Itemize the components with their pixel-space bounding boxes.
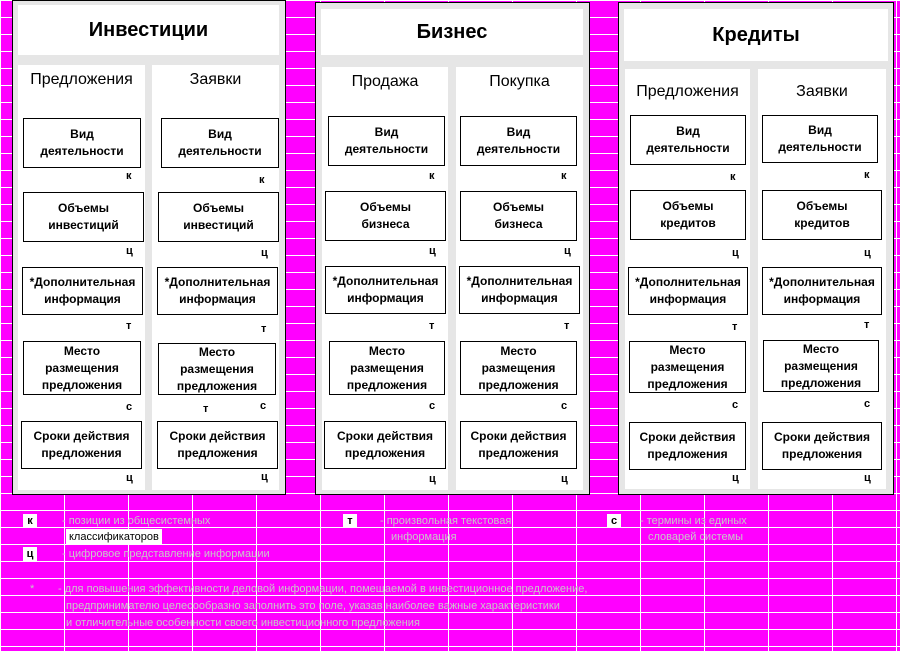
- mark-t: т: [261, 323, 267, 335]
- field-placement: Место размещения предложения: [23, 341, 141, 395]
- legend-text-star-3: и отличительные особенности своего инвестиционного предложения: [66, 617, 420, 629]
- legend-key-t: т: [343, 514, 357, 528]
- legend-text-t-2: информация: [391, 531, 457, 543]
- panel-credits: [618, 2, 894, 495]
- column-title: Предложения: [636, 83, 739, 100]
- mark-t: т: [564, 320, 570, 332]
- field-additional-info: *Дополнительная информация: [325, 266, 446, 314]
- mark-s: с: [429, 400, 436, 412]
- legend-text-s-2: словарей системы: [648, 531, 744, 543]
- field-placement: Место размещения предложения: [629, 341, 746, 393]
- mark-t: т: [429, 320, 435, 332]
- field-additional-info: *Дополнительная информация: [157, 267, 278, 315]
- mark-k: к: [429, 170, 435, 182]
- field-activity-type: Вид деятельности: [460, 116, 577, 166]
- mark-k: к: [864, 169, 870, 181]
- field-volume: Объемы кредитов: [630, 190, 746, 240]
- legend-key-k: к: [23, 514, 37, 528]
- field-activity-type: Вид деятельности: [630, 115, 746, 165]
- legend-text-star-2: предпринимателю целесообразно заполнить это поле, указав наиболее важные характеристики: [66, 600, 560, 612]
- mark-s: с: [732, 399, 739, 411]
- field-validity: Сроки действия предложения: [157, 421, 278, 469]
- field-additional-info: *Дополнительная информация: [762, 267, 882, 315]
- column-title: Заявки: [796, 83, 848, 100]
- field-placement: Место размещения предложения: [460, 341, 577, 395]
- mark-c: ц: [126, 472, 133, 484]
- mark-s: с: [126, 401, 133, 413]
- field-activity-type: Вид деятельности: [23, 118, 141, 168]
- field-placement: Место размещения предложения: [329, 341, 445, 395]
- panel-title-credits: Кредиты: [624, 9, 888, 61]
- mark-c: ц: [564, 245, 571, 257]
- mark-c: ц: [126, 245, 133, 257]
- panel-investments: [12, 0, 286, 495]
- field-validity: Сроки действия предложения: [762, 422, 882, 470]
- field-additional-info: *Дополнительная информация: [459, 266, 580, 314]
- field-additional-info: *Дополнительная информация: [22, 267, 143, 315]
- field-placement: Место размещения предложения: [763, 340, 879, 392]
- mark-c: ц: [261, 471, 268, 483]
- mark-c: ц: [429, 473, 436, 485]
- field-validity: Сроки действия предложения: [324, 421, 446, 469]
- mark-k: к: [259, 174, 265, 186]
- panel-title-investments: Инвестиции: [18, 5, 279, 55]
- legend-text-t-1: - произвольная текстовая: [380, 515, 512, 527]
- panel-business: [315, 2, 590, 495]
- field-activity-type: Вид деятельности: [161, 118, 279, 168]
- legend-key-s: с: [607, 514, 621, 528]
- mark-c: ц: [561, 473, 568, 485]
- field-volume: Объемы бизнеса: [460, 191, 577, 241]
- column-title: Продажа: [351, 73, 419, 90]
- column-business-sale: [322, 67, 448, 490]
- mark-k: к: [126, 170, 132, 182]
- field-validity: Сроки действия предложения: [460, 421, 577, 469]
- mark-k: к: [561, 170, 567, 182]
- field-activity-type: Вид деятельности: [328, 116, 445, 166]
- field-volume: Объемы бизнеса: [325, 191, 446, 241]
- mark-c: ц: [864, 247, 871, 259]
- legend-text-k-2: классификаторов: [66, 529, 162, 545]
- field-volume: Объемы инвестиций: [158, 192, 279, 242]
- mark-t: т: [732, 321, 738, 333]
- column-investments-offers: [18, 65, 145, 490]
- panel-title-business: Бизнес: [321, 9, 583, 55]
- mark-c: ц: [732, 472, 739, 484]
- legend-text-c-1: - цифровое представление информации: [62, 548, 270, 560]
- legend-key-star: *: [30, 583, 35, 595]
- field-validity: Сроки действия предложения: [629, 422, 746, 470]
- mark-c: ц: [429, 245, 436, 257]
- column-credits-requests: [758, 69, 886, 489]
- field-placement: Место размещения предложения: [158, 343, 276, 395]
- mark-s: с: [561, 400, 568, 412]
- field-volume: Объемы кредитов: [762, 190, 882, 240]
- mark-c: ц: [261, 247, 268, 259]
- mark-t: т: [864, 319, 870, 331]
- column-investments-requests: [152, 65, 279, 490]
- mark-c: ц: [864, 472, 871, 484]
- legend-key-c: ц: [23, 547, 37, 561]
- column-title: Предложения: [30, 71, 133, 88]
- column-credits-offers: [625, 69, 750, 489]
- column-title: Заявки: [189, 71, 242, 88]
- field-volume: Объемы инвестиций: [23, 192, 144, 242]
- column-title: Покупка: [489, 73, 550, 90]
- field-additional-info: *Дополнительная информация: [628, 267, 748, 315]
- legend-text-star-1: - для повышения эффективности деловой информации, помещаемой в инвестиционное предложение,: [58, 583, 588, 595]
- mark-s: с: [864, 398, 871, 410]
- column-business-purchase: [456, 67, 583, 490]
- field-validity: Сроки действия предложения: [21, 421, 142, 469]
- mark-c: ц: [732, 247, 739, 259]
- mark-t: т: [203, 403, 209, 415]
- mark-s: с: [260, 400, 267, 412]
- mark-k: к: [730, 171, 736, 183]
- legend-text-k-1: - позиции из общесистемных: [62, 515, 211, 527]
- mark-t: т: [126, 320, 132, 332]
- legend-text-s-1: - термины из единых: [640, 515, 747, 527]
- field-activity-type: Вид деятельности: [762, 115, 878, 163]
